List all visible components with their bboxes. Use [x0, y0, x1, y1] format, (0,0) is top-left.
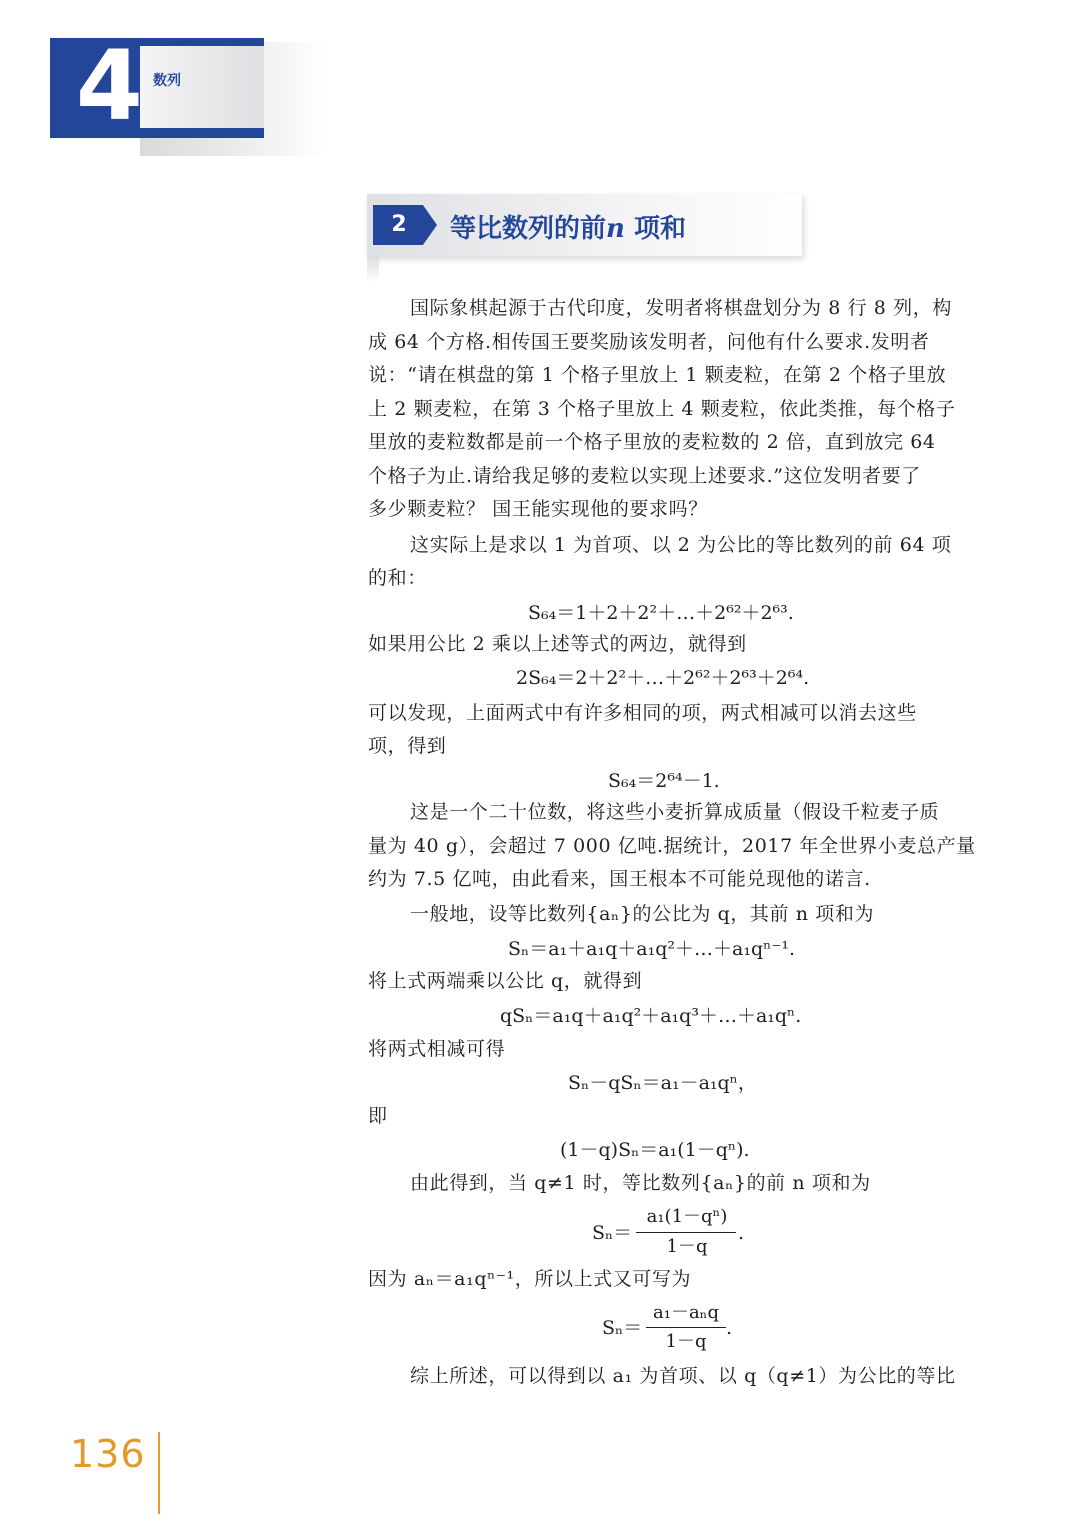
text-line: 个格子为止.请给我足够的麦粒以实现上述要求.”这位发明者要了 [368, 465, 921, 487]
text-line: 这是一个二十位数，将这些小麦折算成质量（假设千粒麦子质 [410, 801, 940, 823]
page-number: 136 [70, 1432, 146, 1476]
fraction-numerator: a₁－aₙq [653, 1302, 719, 1323]
text-line: 即 [368, 1105, 388, 1127]
text-line: 里放的麦粒数都是前一个格子里放的麦粒数的 2 倍，直到放完 64 [368, 431, 936, 453]
chapter-title: 数列 [153, 73, 181, 89]
equation: (1－q)Sₙ＝a₁(1－qⁿ). [560, 1139, 750, 1161]
section-heading [367, 178, 802, 282]
section-title-prefix: 等比数列的前 [450, 214, 607, 244]
equation: S₆₄＝1＋2＋2²＋…＋2⁶²＋2⁶³. [528, 602, 794, 624]
text-line: 如果用公比 2 乘以上述等式的两边，就得到 [368, 633, 747, 655]
fraction-lhs: Sₙ＝ [592, 1222, 633, 1244]
equation: Sₙ＝a₁＋a₁q＋a₁q²＋…＋a₁qⁿ⁻¹. [508, 938, 796, 960]
fraction-denominator: 1－q [666, 1236, 708, 1257]
equation: 2S₆₄＝2＋2²＋…＋2⁶²＋2⁶³＋2⁶⁴. [516, 667, 810, 689]
fraction-denominator: 1－q [665, 1331, 707, 1352]
text-line: 项，得到 [368, 735, 447, 757]
text-line: 可以发现，上面两式中有许多相同的项，两式相减可以消去这些 [368, 702, 917, 724]
section-title [450, 208, 686, 245]
section-number: 2 [391, 212, 407, 237]
text-line: 综上所述，可以得到以 a₁ 为首项、以 q（q≠1）为公比的等比 [410, 1365, 956, 1387]
equation: S₆₄＝2⁶⁴－1. [608, 770, 720, 792]
text-line: 由此得到，当 q≠1 时，等比数列{aₙ}的前 n 项和为 [410, 1172, 871, 1194]
text-line: 多少颗麦粒？ 国王能实现他的要求吗？ [368, 498, 708, 520]
chapter-tab [50, 30, 325, 142]
text-line: 国际象棋起源于古代印度，发明者将棋盘划分为 8 行 8 列，构 [410, 297, 952, 319]
text-line: 将两式相减可得 [368, 1038, 506, 1060]
section-heading-shadow [367, 256, 379, 282]
fraction-end: . [726, 1317, 733, 1339]
text-line: 成 64 个方格.相传国王要奖励该发明者，问他有什么要求.发明者 [368, 331, 930, 353]
section-title-variable: n [606, 214, 625, 244]
text-line: 上 2 颗麦粒，在第 3 个格子里放上 4 颗麦粒，依此类推，每个格子 [368, 398, 956, 420]
page-number-divider [158, 1432, 160, 1514]
text-line: 约为 7.5 亿吨，由此看来，国王根本不可能兑现他的诺言. [368, 868, 871, 890]
section-title-suffix: 项和 [633, 214, 686, 244]
text-line: 一般地，设等比数列{aₙ}的公比为 q，其前 n 项和为 [410, 903, 875, 925]
fraction-end: . [738, 1222, 745, 1244]
fraction-numerator: a₁(1－qⁿ) [646, 1206, 728, 1227]
text-line: 将上式两端乘以公比 q，就得到 [368, 970, 643, 992]
fraction-bar [646, 1327, 726, 1328]
equation: qSₙ＝a₁q＋a₁q²＋a₁q³＋…＋a₁qⁿ. [500, 1005, 802, 1027]
chapter-number: 4 [76, 30, 143, 142]
equation: Sₙ－qSₙ＝a₁－a₁qⁿ， [568, 1072, 757, 1094]
fraction-lhs: Sₙ＝ [602, 1317, 643, 1339]
text-line: 的和： [368, 567, 427, 589]
text-line: 说：“请在棋盘的第 1 个格子里放上 1 颗麦粒，在第 2 个格子里放 [368, 364, 947, 386]
text-line: 这实际上是求以 1 为首项、以 2 为公比的等比数列的前 64 项 [410, 534, 952, 556]
text-line: 因为 aₙ＝a₁qⁿ⁻¹，所以上式又可写为 [368, 1268, 692, 1290]
text-line: 量为 40 g），会超过 7 000 亿吨.据统计，2017 年全世界小麦总产量 [368, 835, 976, 857]
fraction-bar [636, 1232, 736, 1233]
